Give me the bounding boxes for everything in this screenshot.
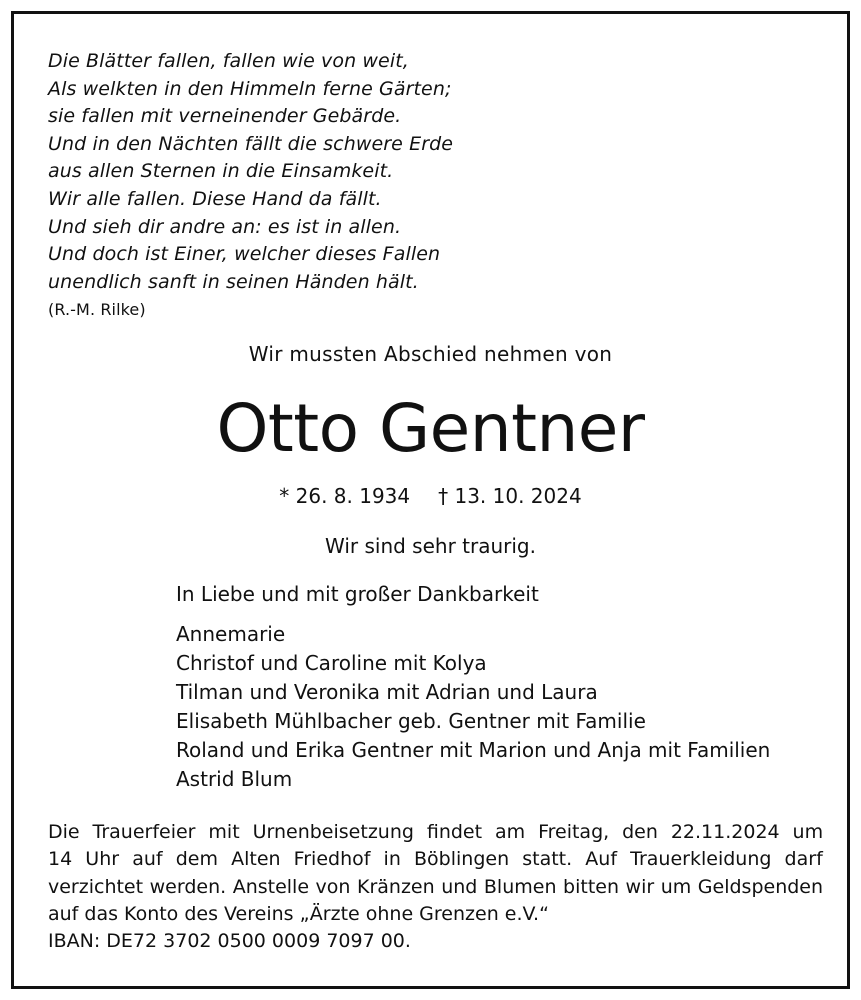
family-member: Annemarie (176, 622, 286, 646)
birth-date: * 26. 8. 1934 (279, 484, 411, 508)
farewell-intro: Wir mussten Abschied nehmen von (248, 342, 613, 366)
family-member: Astrid Blum (176, 767, 293, 791)
poem-line: Wir alle fallen. Diese Hand da fällt. (48, 187, 382, 210)
notice-line: auf das Konto des Vereins „Ärzte ohne Grenzen e.V.“ (48, 902, 549, 925)
family-member: Christof und Caroline mit Kolya (176, 651, 487, 675)
family-member: Elisabeth Mühlbacher geb. Gentner mit Familie (176, 709, 646, 733)
poem-line: unendlich sanft in seinen Händen hält. (48, 270, 419, 293)
poem-line: Die Blätter fallen, fallen wie von weit, (48, 50, 409, 72)
poem-line: sie fallen mit verneinender Gebärde. (48, 105, 402, 128)
family-member: Roland und Erika Gentner mit Marion und Anja mit Familien (176, 738, 771, 762)
family-list (176, 620, 770, 794)
notice-line: 14 Uhr auf dem Alten Friedhof in Böblingen statt. Auf Trauerkleidung darf (48, 848, 823, 871)
iban-line: IBAN: DE72 3702 0500 0009 7097 00. (48, 930, 411, 953)
deceased-name: Otto Gentner (216, 390, 645, 467)
notice-line: verzichtet werden. Anstelle von Kränzen und Blumen bitten wir um Geldspenden (48, 875, 824, 898)
poem-line: Und in den Nächten fällt die schwere Erde (48, 132, 454, 155)
poem-line: Als welkten in den Himmeln ferne Gärten; (48, 77, 452, 100)
funeral-notice (48, 819, 823, 955)
death-date: † 13. 10. 2024 (438, 484, 582, 508)
sentiment-text: Wir sind sehr traurig. (325, 534, 536, 558)
poem-line: aus allen Sternen in die Einsamkeit. (48, 160, 394, 183)
poem-line: Und doch ist Einer, welcher dieses Fallen (48, 243, 441, 266)
poem-credit: (R.-M. Rilke) (48, 300, 146, 320)
family-member: Tilman und Veronika mit Adrian und Laura (176, 680, 598, 704)
notice-line: Die Trauerfeier mit Urnenbeisetzung findet am Freitag, den 22.11.2024 um (48, 821, 824, 843)
obituary-notice (11, 11, 850, 989)
poem-line: Und sieh dir andre an: es ist in allen. (48, 215, 402, 238)
thanks-line: In Liebe und mit großer Dankbarkeit (176, 582, 539, 606)
life-dates (14, 484, 847, 508)
poem (48, 48, 453, 323)
